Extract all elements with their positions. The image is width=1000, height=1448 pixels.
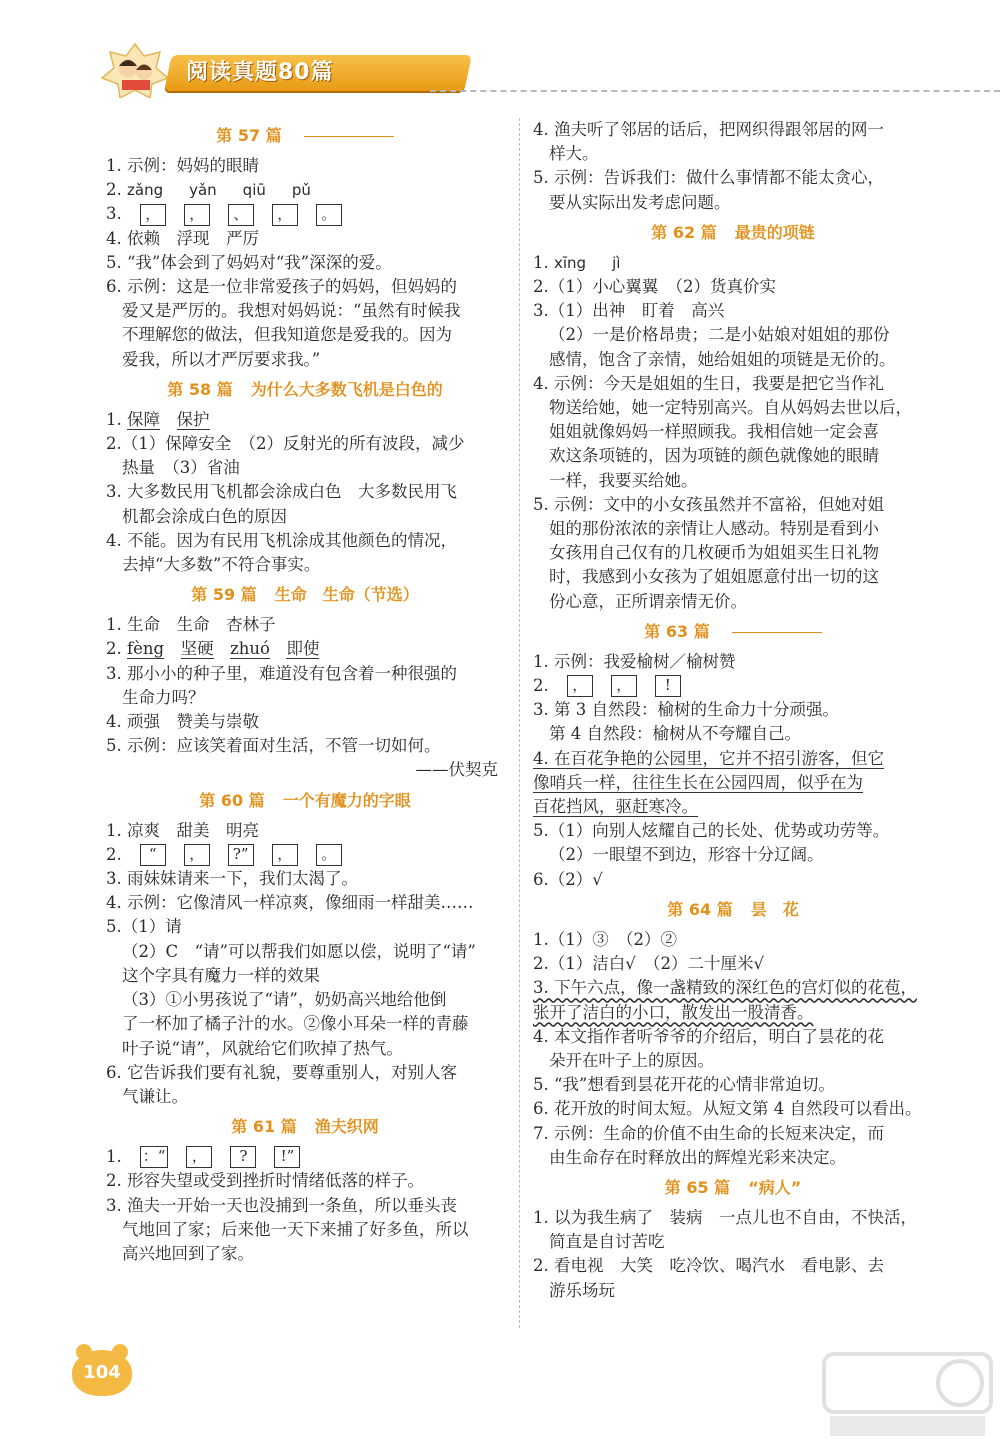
- answer-line: 3.（1）出神 盯着 高兴: [533, 301, 725, 321]
- punctuation-boxes: 2. ， ， !: [533, 674, 933, 698]
- answer-line: 3. 下午六点，像一盏精致的深红色的宫灯似的花苞，: [533, 978, 917, 998]
- section-title-62: 第 62 篇 最贵的项链: [651, 222, 815, 242]
- children-reading-icon: [100, 42, 170, 98]
- section-title-58: 第 58 篇 为什么大多数飞机是白色的: [167, 379, 443, 399]
- section-title-63: 第 63 篇: [533, 620, 933, 644]
- answer-line: 7. 示例：生命的价值不由生命的长短来决定，而: [533, 1123, 884, 1143]
- answer-line: 5.（1）向别人炫耀自己的长处、优势或功劳等。: [533, 821, 890, 841]
- answer-line: 姐的那份浓浓的亲情让人感动。特别是看到小: [549, 519, 879, 539]
- answer-line: 女孩用自己仅有的几枚硬币为姐姐买生日礼物: [549, 543, 879, 563]
- answer-line: 1.（1）③ （2）②: [533, 929, 677, 949]
- answer-line: 3. 渔夫一开始一天也没捕到一条鱼，所以垂头丧: [106, 1195, 457, 1215]
- answer-line: 朵开在叶子上的原因。: [549, 1050, 714, 1070]
- section-title-57: 第 57 篇: [106, 124, 504, 148]
- answer-line: 5. 示例：告诉我们：做什么事情都不能太贪心，: [533, 168, 884, 188]
- series-title: 阅读真题80篇: [186, 60, 334, 85]
- punctuation-boxes: 1. ：“ ， ? !”: [106, 1145, 504, 1169]
- answer-line: 1. 生命 生命 杏林子: [106, 615, 276, 635]
- answer-line: 5. 示例：应该笑着面对生活，不管一切如何。: [106, 736, 441, 756]
- pinyin-answers: 1. xīng jì: [533, 252, 621, 272]
- column-divider: [519, 118, 520, 1328]
- answer-line: 不理解您的做法，但我知道您是爱我的。因为: [122, 325, 452, 345]
- answer-line: 4. 渔夫听了邻居的话后，把网织得跟邻居的网一: [533, 120, 884, 139]
- answer-line: 4. 本文指作者听爷爷的介绍后，明白了昙花的花: [533, 1026, 884, 1046]
- answer-line: 5. 示例：文中的小女孩虽然并不富裕，但她对姐: [533, 494, 884, 514]
- answer-line: 6. 它告诉我们要有礼貌，要尊重别人，对别人客: [106, 1062, 457, 1082]
- pinyin-answers: 2. zǎng yǎn qiū pǔ: [106, 180, 311, 200]
- answer-line: 2. 形容失望或受到挫折时情绪低落的样子。: [106, 1171, 424, 1191]
- answer-line: 3. 那小小的种子里，难道没有包含着一种很强的: [106, 663, 457, 683]
- answer-line: （2）一眼望不到边，形容十分辽阔。: [549, 845, 824, 865]
- series-title-banner: [164, 55, 472, 91]
- answer-line: 去掉“大多数”不符合事实。: [122, 555, 321, 575]
- right-column: [533, 118, 933, 1303]
- answer-line: 5. “我”体会到了妈妈对“我”深深的爱。: [106, 252, 392, 272]
- answer-line: 5. “我”想看到昙花开花的心情非常迫切。: [533, 1075, 835, 1095]
- answer-line: 感情，饱含了亲情，她给姐姐的项链是无价的。: [549, 349, 896, 369]
- answer-line: 1. 以为我生病了 装病 一点儿也不自由，不快活，: [533, 1207, 917, 1227]
- answer-line: 2. fèng 坚硬 zhuó 即使: [106, 639, 320, 659]
- section-title-60: 第 60 篇 一个有魔力的字眼: [199, 790, 411, 810]
- answer-line: 4. 依赖 浮现 严厉: [106, 228, 259, 248]
- answer-line: 叶子说“请”，风就给它们吹掉了热气。: [122, 1038, 403, 1058]
- section-title-65: 第 65 篇 “病人”: [664, 1177, 802, 1197]
- answer-line: 机都会涂成白色的原因: [122, 506, 287, 526]
- punctuation-boxes: 3. ， ， 、 ， 。: [106, 202, 504, 226]
- answer-line: 气谦让。: [122, 1086, 188, 1106]
- answer-line: 1. 凉爽 甜美 明亮: [106, 820, 259, 840]
- answer-line: 3. 第 3 自然段：榆树的生命力十分顽强。: [533, 700, 839, 720]
- answer-line: 这个字具有魔力一样的效果: [122, 965, 320, 985]
- answer-line: 物送给她，她一定特别高兴。自从妈妈去世以后，: [549, 398, 912, 418]
- answer-line: 由生命存在时释放出的辉煌光彩来决定。: [549, 1147, 846, 1167]
- punctuation-boxes: 2. “ ， ?” ， 。: [106, 843, 504, 867]
- answer-line: （3）①小男孩说了“请”，奶奶高兴地给他倒: [122, 990, 447, 1010]
- answer-line: 百花挡风，驱赶寒冷。: [533, 797, 698, 817]
- answer-line: 份心意，正所谓亲情无价。: [549, 591, 747, 611]
- page-header: [100, 40, 1000, 100]
- author-name: ——伏契克: [415, 760, 498, 780]
- page-number: 104: [72, 1350, 132, 1396]
- answer-line: 4. 示例：今天是姐姐的生日，我要是把它当作礼: [533, 373, 884, 393]
- answer-line: 姐姐就像妈妈一样照顾我。我相信她一定会喜: [549, 422, 879, 442]
- answer-line: 3. 雨妹妹请来一下，我们太渴了。: [106, 869, 358, 889]
- answer-line: （2）C “请”可以帮我们如愿以偿，说明了“请”: [122, 941, 476, 961]
- answer-line: 了一杯加了橘子汁的水。②像小耳朵一样的青藤: [122, 1014, 469, 1034]
- answer-line: 一样，我要买给她。: [549, 470, 698, 490]
- answer-line: 欢这条项链的，因为项链的颜色就像她的眼睛: [549, 446, 879, 466]
- answer-line: 爱又是严厉的。我想对妈妈说：“虽然有时候我: [122, 301, 461, 321]
- answer-line: 热量 （3）省油: [122, 458, 240, 478]
- answer-line: 2.（1）洁白√ （2）二十厘米√: [533, 954, 765, 974]
- answer-line: 第 4 自然段：榆树从不夸耀自己。: [549, 724, 801, 744]
- answer-line: 3. 大多数民用飞机都会涂成白色 大多数民用飞: [106, 482, 457, 502]
- answer-line: 6. 示例：这是一位非常爱孩子的妈妈，但妈妈的: [106, 277, 457, 297]
- answer-line: 像哨兵一样，往往生长在公园四周，似乎在为: [533, 772, 863, 792]
- answer-line: 简直是自讨苦吃: [549, 1232, 665, 1252]
- section-title-64: 第 64 篇 昙 花: [667, 899, 799, 919]
- answer-line: 4. 在百花争艳的公园里，它并不招引游客，但它: [533, 748, 884, 768]
- answer-line: 气地回了家；后来他一天下来捕了好多鱼，所以: [122, 1219, 469, 1239]
- answer-line: 5.（1）请: [106, 917, 182, 937]
- answer-line: 6.（2）√: [533, 869, 603, 889]
- section-title-59: 第 59 篇 生命 生命（节选）: [191, 585, 419, 605]
- answer-line: 6. 花开放的时间太短。从短文第 4 自然段可以看出。: [533, 1099, 922, 1119]
- answer-line: 样大。: [549, 144, 599, 164]
- answer-line: 1. 示例：妈妈的眼睛: [106, 156, 259, 175]
- answer-line: 4. 顽强 赞美与崇敬: [106, 712, 259, 732]
- answer-line: 高兴地回到了家。: [122, 1243, 254, 1263]
- answer-line: 1. 保障 保护: [106, 409, 210, 429]
- watermark-logo-icon: [820, 1350, 995, 1440]
- answer-line: 时，我感到小女孩为了姐姐愿意付出一切的这: [549, 567, 879, 587]
- answer-line: （2）一是价格昂贵；二是小姑娘对姐姐的那份: [549, 325, 890, 345]
- answer-line: 要从实际出发考虑问题。: [549, 192, 731, 212]
- section-title-61: 第 61 篇 渔夫织网: [231, 1117, 379, 1137]
- answer-line: 爱我，所以才严厉要求我。”: [122, 349, 321, 369]
- answer-line: 2.（1）保障安全 （2）反射光的所有波段，减少: [106, 434, 465, 454]
- answer-line: 张开了洁白的小口，散发出一股清香。: [533, 1002, 814, 1022]
- answer-line: 1. 示例：我爱榆树／榆树赞: [533, 651, 736, 671]
- answer-line: 4. 不能。因为有民用飞机涂成其他颜色的情况，: [106, 530, 457, 550]
- header-dashed-line: [430, 90, 1000, 92]
- answer-line: 2. 看电视 大笑 吃冷饮、喝汽水 看电影、去: [533, 1256, 884, 1276]
- answer-line: 游乐场玩: [549, 1280, 615, 1300]
- left-column: [106, 118, 504, 1266]
- answer-line: 生命力吗？: [122, 687, 205, 707]
- answer-line: 2.（1）小心翼翼 （2）货真价实: [533, 277, 776, 297]
- answer-line: 4. 示例：它像清风一样凉爽，像细雨一样甜美……: [106, 893, 474, 913]
